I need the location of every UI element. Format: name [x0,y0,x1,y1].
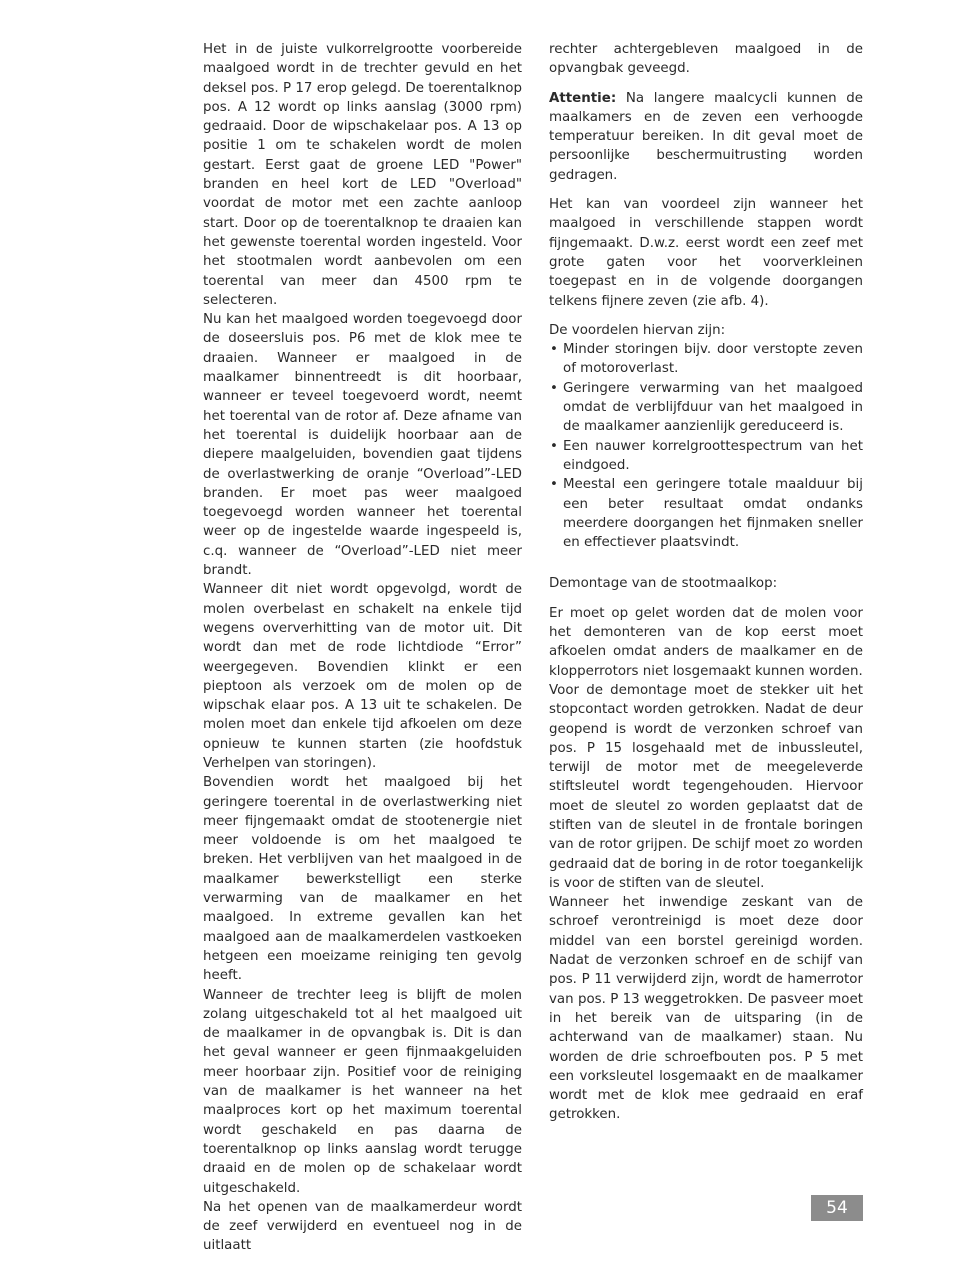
attention-paragraph [549,89,863,185]
list-item: • Minder storingen bijv. door verstopte zeven of motoroverlast. [549,340,863,379]
paragraph: Nu kan het maalgoed worden toegevoegd door de doseersluis pos. P6 met de klok mee te draaien. Wanneer er maalgoed in de maalkamer binnentreedt is dit hoorbaar, wanneer er teveel toegevoerd wordt, neemt het toerental van de rotor af. Deze afname van het toerental is duidelijk hoorbaar aan de diepere maalgeluiden, bovendien gaat tijdens de overlastwerking de oranje “Overload”-LED branden. Er moet pas weer maalgoed toegevoegd worden wanneer het toerental weer op de ingestelde waarde ingespeeld is, c.q. wanneer de “Overload”-LED niet meer brandt. [203,312,522,579]
attention-label: Attentie: [549,90,617,106]
list-item: • Geringere verwarming van het maalgoed omdat de verblijfduur van het maalgoed in de maalkamer aanzienlijk gereduceerd is. [549,379,863,437]
list-item: • Meestal een geringere totale maalduur bij een beter resultaat omdat ondanks meerdere doorgangen het fijnmaken sneller en effectiever plaatsvindt. [549,475,863,552]
paragraph: Wanneer dit niet wordt opgevolgd, wordt de molen overbelast en schakelt na enkele tijd wegens oververhitting van de motor uit. Dit wordt dan met de rode lichtdiode “Error” weergegeven. Bovendien klinkt er een pieptoon als verzoek om de molen op de wipschak elaar pos. A 13 uit te schakelen. De molen moet dan enkele tijd afkoelen om deze opnieuw te kunnen starten (zie hoofdstuk Verhelpen van storingen). [203,582,522,771]
paragraph: Wanneer de trechter leeg is blijft de molen zolang uitgeschakeld tot al het maalgoed uit de maalkamer in de opvangbak is. Dit is dan het geval wanneer er geen fijnmaakgeluiden meer hoorbaar zijn. Positief voor de reiniging van de maalkamer is het wanneer na het maalproces kort op het maximum toerental wordt geschakeld en pas daarna de toerentalknop op links aanslag wordt terugge draaid en de molen op de schakelaar wordt uitgeschakeld. [203,987,522,1196]
section-heading: Demontage van de stootmaalkop: [549,576,778,592]
advantages-list [549,340,863,552]
attention-text: Na langere maalcycli kunnen de maalkamers en de zeven een verhoogde temperatuur bereiken. In dit geval moet de persoonlijke beschermuitrusting worden gedragen. [549,90,863,183]
paragraph: Het in de juiste vulkorrelgrootte voorbereide maalgoed wordt in de trechter gevuld en het deksel pos. P 17 erop gelegd. De toerentalknop pos. A 12 wordt op links aanslag (3000 rpm) gedraaid. Door de wipschakelaar pos. A 13 op positie 1 om te schakelen wordt de molen gestart. Eerst gaat de groene LED "Power" branden en heel kort de LED "Overload" voordat de motor met een zachte aanloop start. Door op de toerentalknop te draaien kan het gewenste toerental worden ingesteld. Voor het stootmalen wordt aanbevolen om een toerental van meer dan 4500 rpm te selecteren. [203,42,522,308]
page-number: 54 [811,1195,863,1221]
continuation-paragraph: rechter achtergebleven maalgoed in de opvangbak geveegd. [549,42,863,77]
paragraph: Na het openen van de maalkamerdeur wordt de zeef verwijderd en eventueel nog in de uitlaatt [203,1199,522,1254]
right-column [549,40,863,1125]
paragraph: Voor de demontage moet de stekker uit het stopcontact worden getrokken. Nadat de deur geopend is wordt de verzonken schroef van pos. P 15 losgehaald met de inbussleutel, terwijl de motor met de meegeleverde stiftsleutel wordt tegengehouden. Hiervoor moet de sleutel zo worden geplaatst dat de stiften van de sleutel in de frontale boringen van de rotor grijpen. De schijf moet zo worden gedraaid dat de boring in de rotor toegankelijk is voor de stiften van de sleutel. [549,682,863,891]
paragraph: Wanneer het inwendige zeskant van de schroef verontreinigd is moet deze door middel van een borstel gereinigd worden. Nadat de verzonken schroef en de schijf van pos. P 11 verwijderd zijn, wordt de hamerrotor van pos. P 13 weggetrokken. De pasveer moet in het bereik van de uitsparing (in de achterwand van de maalkamer) staan. Nu worden de drie schroefbouten pos. P 5 met een vorksleutel losgemaakt en de maalkamer wordt met de klok mee gedraaid en eraf getrokken. [549,895,863,1123]
paragraph: Er moet op gelet worden dat de molen voor het demonteren van de kop eerst moet afkoelen omdat anders de maalkamer en de klopperrotors niet losgemaakt kunnen worden. [549,605,863,679]
left-column [203,40,522,1256]
paragraph: Bovendien wordt het maalgoed bij het geringere toerental in de overlastwerking niet meer fijngemaakt omdat de stootenergie niet meer voldoende is om het maalgoed te breken. Het verblijven van het maalgoed in de maalkamer bewerkstelligt een sterke verwarming van de maalkamer en het maalgoed. In extreme gevallen kan het maalgoed aan de maalkamerdelen vastkoeken hetgeen een moeizame reiniging ten gevolg heeft. [203,775,522,984]
list-item: • Een nauwer korrelgroottespectrum van het eindgoed. [549,437,863,476]
advantage-paragraph: Het kan van voordeel zijn wanneer het maalgoed in verschillende stappen wordt fijngemaakt. D.w.z. eerst wordt een zeef met grote gaten voor het voorverkleinen toegepast en in de volgende doorgangen telkens fijnere zeven (zie afb. 4). [549,197,863,309]
advantages-intro: De voordelen hiervan zijn: [549,322,726,338]
